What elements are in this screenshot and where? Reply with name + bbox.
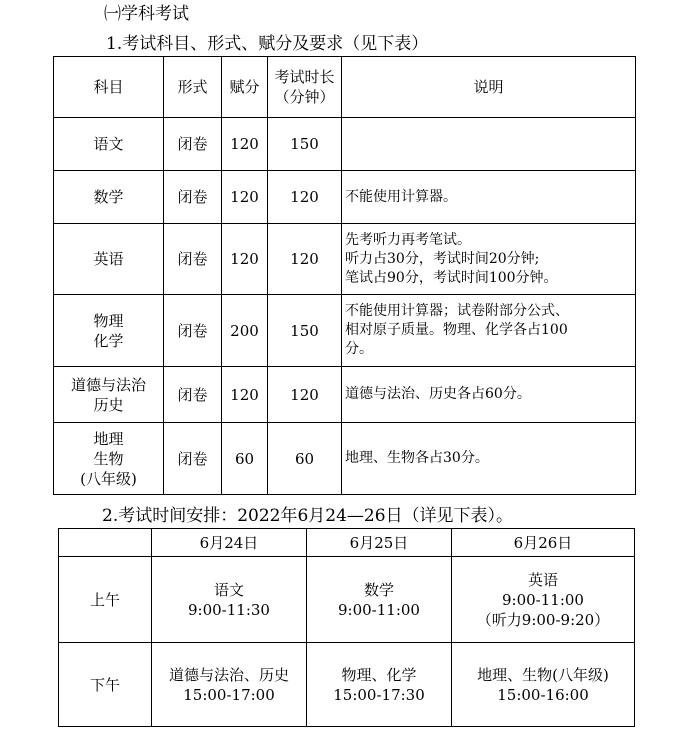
schedule-corner-cell	[59, 529, 152, 557]
subject-cell: 语文	[54, 118, 164, 171]
exam-subjects-table	[53, 56, 636, 495]
score-cell: 120	[222, 224, 268, 295]
header-form: 形式	[164, 57, 222, 118]
schedule-cell: 道德与法治、历史 15:00-17:00	[152, 643, 307, 727]
schedule-morning-row	[59, 557, 635, 643]
form-cell: 闭卷	[164, 295, 222, 367]
schedule-cell: 数学 9:00-11:00	[307, 557, 452, 643]
form-cell: 闭卷	[164, 423, 222, 495]
date-header: 6月24日	[152, 529, 307, 557]
exam-schedule-table	[58, 528, 635, 727]
duration-cell: 120	[268, 367, 342, 423]
form-cell: 闭卷	[164, 224, 222, 295]
duration-cell: 120	[268, 171, 342, 224]
duration-cell: 60	[268, 423, 342, 495]
schedule-cell: 物理、化学 15:00-17:30	[307, 643, 452, 727]
note-cell: 先考听力再考笔试。 听力占30分，考试时间20分钟; 笔试占90分，考试时间100分钟。	[342, 224, 636, 295]
form-cell: 闭卷	[164, 367, 222, 423]
score-cell: 120	[222, 171, 268, 224]
item2-title: 2.考试时间安排：2022年6月24—26日（详见下表）。	[102, 506, 514, 526]
note-cell: 地理、生物各占30分。	[342, 423, 636, 495]
section-title: ㈠学科考试	[104, 4, 189, 24]
table-row	[54, 423, 636, 495]
header-score: 赋分	[222, 57, 268, 118]
date-header: 6月25日	[307, 529, 452, 557]
table-row	[54, 224, 636, 295]
subject-cell: 道德与法治 历史	[54, 367, 164, 423]
subject-cell: 地理 生物 (八年级)	[54, 423, 164, 495]
score-cell: 200	[222, 295, 268, 367]
schedule-cell: 英语 9:00-11:00 （听力9:00-9:20）	[452, 557, 635, 643]
header-duration-line2: （分钟）	[274, 88, 335, 106]
schedule-cell: 地理、生物(八年级) 15:00-16:00	[452, 643, 635, 727]
note-cell: 不能使用计算器。	[342, 171, 636, 224]
header-note: 说明	[342, 57, 636, 118]
form-cell: 闭卷	[164, 118, 222, 171]
subject-cell: 数学	[54, 171, 164, 224]
subject-cell: 英语	[54, 224, 164, 295]
duration-cell: 150	[268, 118, 342, 171]
header-duration-line1: 考试时长	[274, 68, 335, 86]
header-subject: 科目	[54, 57, 164, 118]
note-cell: 道德与法治、历史各占60分。	[342, 367, 636, 423]
score-cell: 120	[222, 118, 268, 171]
subject-cell: 物理 化学	[54, 295, 164, 367]
table-row	[54, 295, 636, 367]
table-row	[54, 171, 636, 224]
header-duration	[268, 57, 342, 118]
period-label-morning: 上午	[59, 557, 152, 643]
item1-title: 1.考试科目、形式、赋分及要求（见下表）	[106, 34, 429, 54]
score-cell: 60	[222, 423, 268, 495]
note-cell: 不能使用计算器；试卷附部分公式、 相对原子质量。物理、化学各占100 分。	[342, 295, 636, 367]
duration-cell: 120	[268, 224, 342, 295]
note-cell	[342, 118, 636, 171]
schedule-afternoon-row	[59, 643, 635, 727]
table-row	[54, 118, 636, 171]
date-header: 6月26日	[452, 529, 635, 557]
table-row	[54, 367, 636, 423]
table1-header-row	[54, 57, 636, 118]
period-label-afternoon: 下午	[59, 643, 152, 727]
schedule-cell: 语文 9:00-11:30	[152, 557, 307, 643]
schedule-header-row	[59, 529, 635, 557]
form-cell: 闭卷	[164, 171, 222, 224]
duration-cell: 150	[268, 295, 342, 367]
score-cell: 120	[222, 367, 268, 423]
